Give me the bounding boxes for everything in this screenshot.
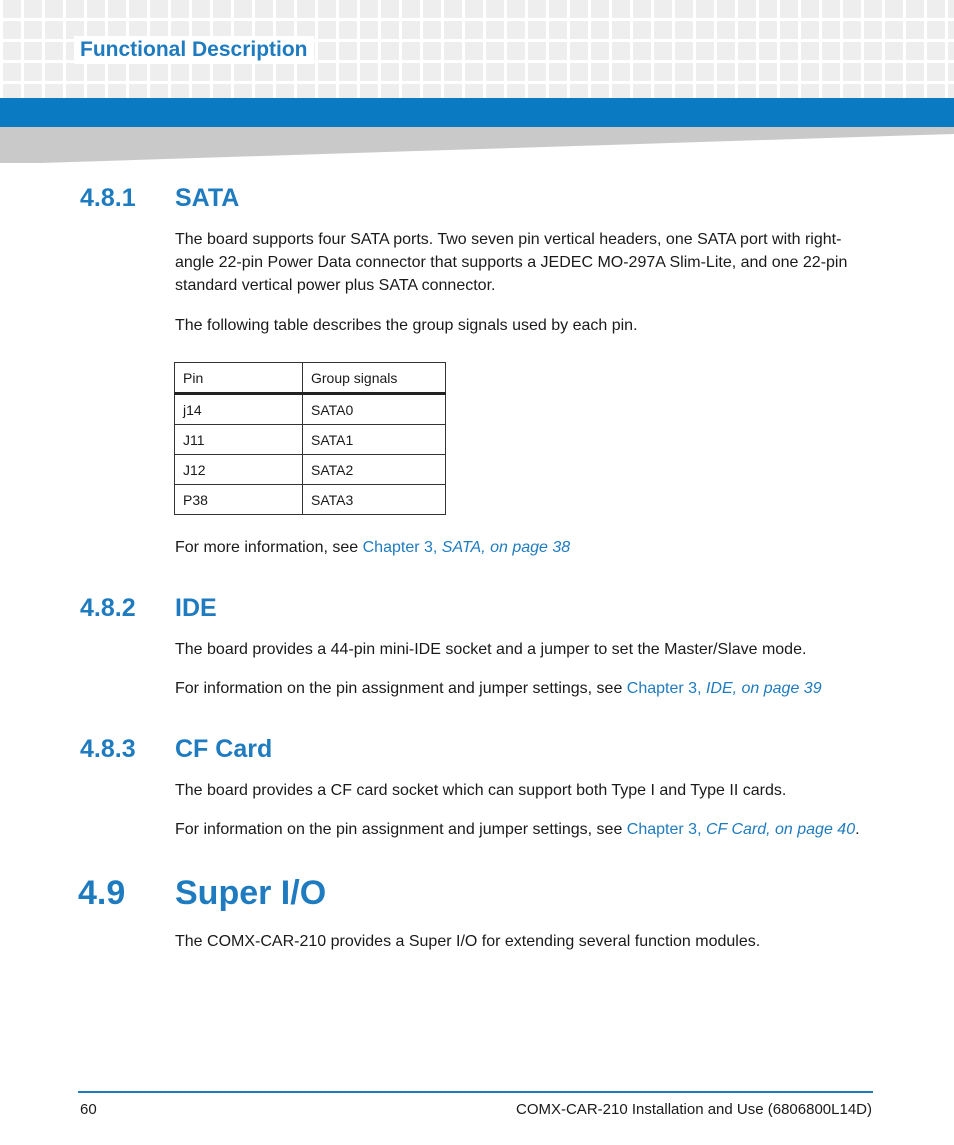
table-cell: J12 xyxy=(175,455,303,485)
super-io-description: The COMX-CAR-210 provides a Super I/O for extending several function modules. xyxy=(175,933,761,950)
section-title: IDE xyxy=(175,594,217,622)
table-header-cell: Pin xyxy=(175,363,303,394)
section-number: 4.8.1 xyxy=(80,184,136,212)
header-blue-bar xyxy=(0,98,954,127)
cf-card-info xyxy=(175,818,880,841)
table-cell: SATA0 xyxy=(303,394,446,425)
more-info-text: For more information, see xyxy=(175,539,363,556)
table-cell: J11 xyxy=(175,425,303,455)
ide-cross-reference-link[interactable] xyxy=(627,680,822,697)
header-swoosh xyxy=(0,127,954,163)
sata-signal-table xyxy=(174,362,446,515)
section-title: SATA xyxy=(175,184,240,212)
sata-cross-reference-link[interactable] xyxy=(363,539,571,556)
section-title: CF Card xyxy=(175,735,273,763)
table-intro: The following table describes the group signals used by each pin. xyxy=(175,317,638,334)
table-cell: j14 xyxy=(175,394,303,425)
document-title: COMX-CAR-210 Installation and Use (6806800L14D) xyxy=(515,1101,872,1118)
table-cell: SATA1 xyxy=(303,425,446,455)
ide-description: The board provides a 44-pin mini-IDE socket and a jumper to set the Master/Slave mode. xyxy=(175,641,807,658)
section-heading-sata xyxy=(80,184,239,213)
section-heading-ide xyxy=(80,594,217,623)
running-header-title: Functional Description xyxy=(74,36,314,64)
link-ref: CF Card, on page 40 xyxy=(705,821,856,838)
section-number: 4.8.3 xyxy=(80,735,136,763)
info-text: For information on the pin assignment and jumper settings, see xyxy=(175,680,627,697)
table-row xyxy=(175,394,446,425)
table-header-cell: Group signals xyxy=(303,363,446,394)
section-number: 4.8.2 xyxy=(80,594,136,622)
table-row xyxy=(175,485,446,515)
link-chapter: Chapter 3, xyxy=(362,539,442,556)
link-chapter: Chapter 3, xyxy=(626,821,706,838)
sata-description: The board supports four SATA ports. Two seven pin vertical headers, one SATA port with right-angle 22-pin Power Data connector that supports a JEDEC MO-297A Slim-Lite, and one 22-pin standard vertical power plus SATA connector. xyxy=(175,231,848,294)
section-heading-super-io xyxy=(78,874,326,913)
link-chapter: Chapter 3, xyxy=(626,680,706,697)
cf-card-cross-reference-link[interactable] xyxy=(627,821,855,838)
cf-card-description: The board provides a CF card socket which can support both Type I and Type II cards. xyxy=(175,782,787,799)
section-title: Super I/O xyxy=(175,874,327,912)
footer-rule xyxy=(78,1091,873,1093)
link-ref: IDE, on page 39 xyxy=(705,680,822,697)
table-row xyxy=(175,425,446,455)
sata-more-info xyxy=(175,536,880,559)
info-text: For information on the pin assignment and jumper settings, see xyxy=(175,821,627,838)
link-ref: SATA, on page 38 xyxy=(441,539,571,556)
section-heading-cf-card xyxy=(80,735,272,764)
table-row xyxy=(175,455,446,485)
table-cell: SATA3 xyxy=(303,485,446,515)
table-cell: P38 xyxy=(175,485,303,515)
table-cell: SATA2 xyxy=(303,455,446,485)
ide-info xyxy=(175,677,880,700)
table-header-row xyxy=(175,363,446,394)
section-number: 4.9 xyxy=(78,874,126,912)
page-number: 60 xyxy=(80,1101,97,1118)
info-suffix: . xyxy=(855,821,860,838)
